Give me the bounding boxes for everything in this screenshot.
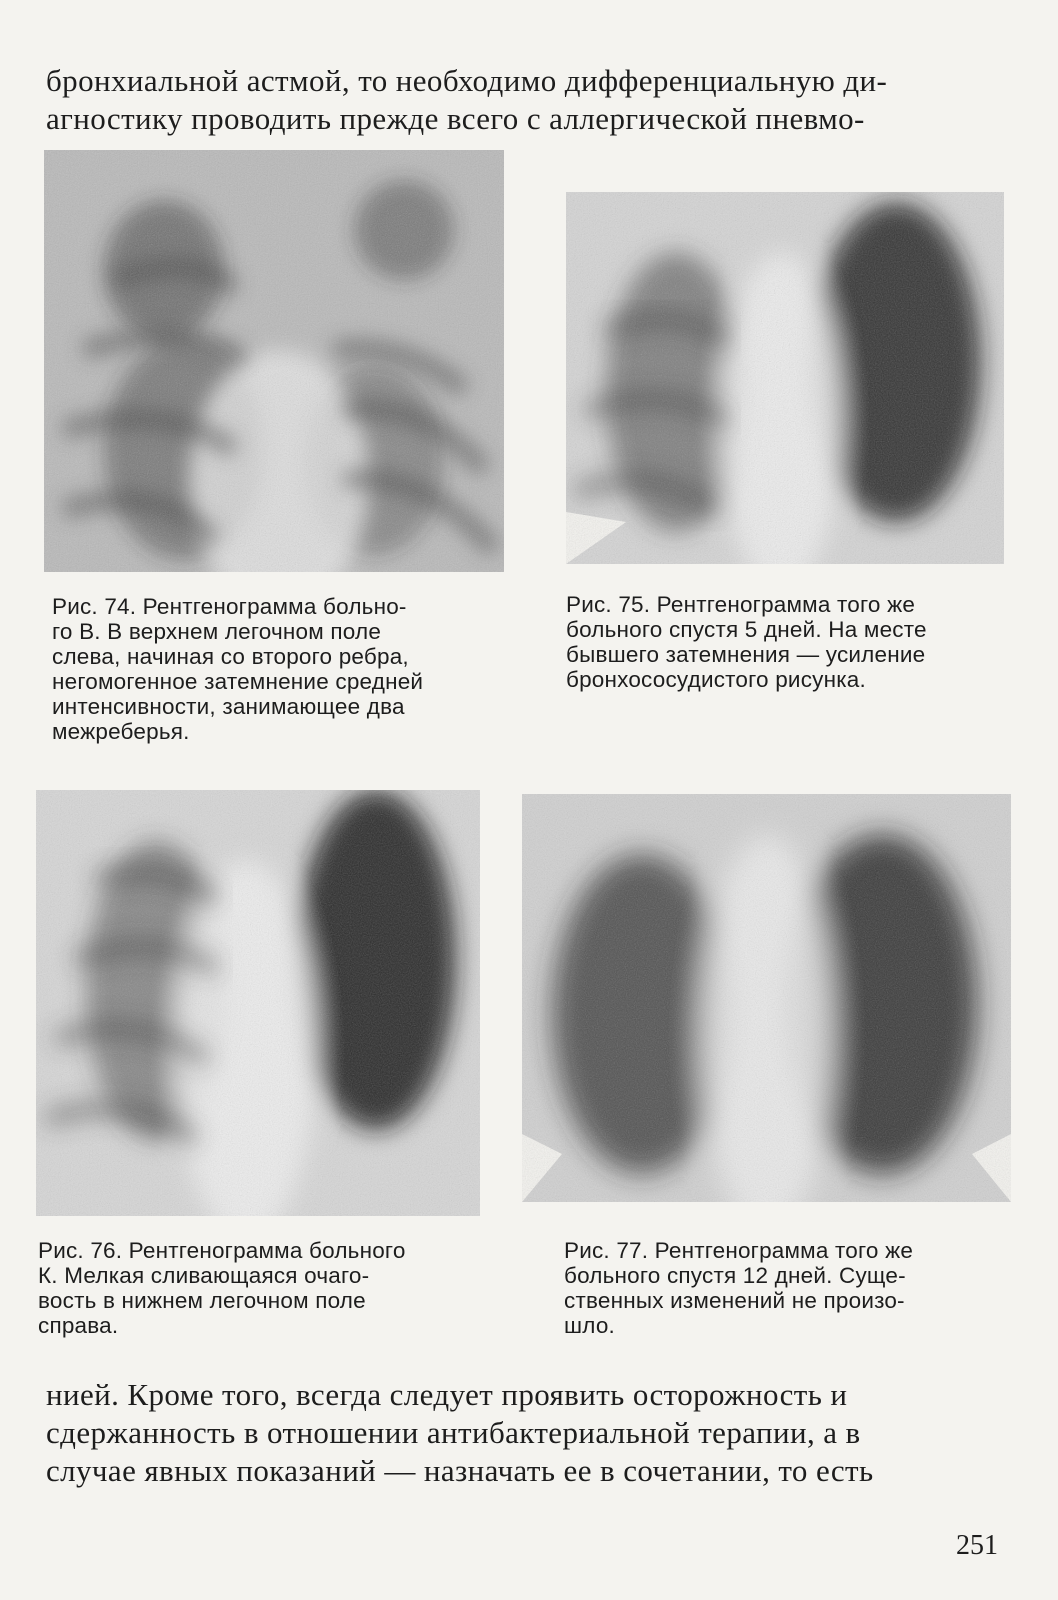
xray-image-fig76 (36, 790, 480, 1216)
paragraph-top (46, 62, 1008, 138)
xray-image-fig75 (566, 192, 1004, 564)
caption-fig74 (52, 594, 500, 744)
caption-line: Рис. 74. Рентгенограмма больно- (52, 594, 407, 619)
caption-line: межреберья. (52, 719, 190, 744)
xray-image-fig74 (44, 150, 504, 572)
text-line: случае явных показаний — назначать ее в сочетании, то есть (46, 1453, 874, 1488)
caption-line: го В. В верхнем легочном поле (52, 619, 382, 644)
caption-line: Рис. 77. Рентгенограмма того же (564, 1238, 914, 1263)
xray-image-fig77 (522, 794, 1011, 1202)
caption-line: Рис. 75. Рентгенограмма того же (566, 592, 916, 617)
caption-fig75 (566, 592, 1006, 692)
page-number: 251 (956, 1530, 998, 1561)
caption-fig77 (564, 1238, 1008, 1338)
text-line: агностику проводить прежде всего с аллергической пневмо- (46, 101, 865, 136)
caption-line: Рис. 76. Рентгенограмма больного (38, 1238, 406, 1263)
caption-line: К. Мелкая сливающаяся очаго- (38, 1263, 370, 1288)
caption-line: ственных изменений не произо- (564, 1288, 905, 1313)
caption-line: слева, начиная со второго ребра, (52, 644, 409, 669)
caption-line: бывшего затемнения — усиление (566, 642, 926, 667)
text-line: бронхиальной астмой, то необходимо дифференциальную ди- (46, 63, 888, 98)
paragraph-bottom (46, 1376, 1008, 1490)
caption-line: вость в нижнем легочном поле (38, 1288, 366, 1313)
text-line: сдержанность в отношении антибактериальной терапии, а в (46, 1415, 861, 1450)
caption-fig76 (38, 1238, 482, 1338)
caption-line: интенсивности, занимающее два (52, 694, 405, 719)
caption-line: бронхососудистого рисунка. (566, 667, 866, 692)
caption-line: справа. (38, 1313, 119, 1338)
caption-line: негомогенное затемнение средней (52, 669, 424, 694)
caption-line: шло. (564, 1313, 615, 1338)
text-line: нией. Кроме того, всегда следует проявить осторожность и (46, 1377, 848, 1412)
caption-line: больного спустя 5 дней. На месте (566, 617, 927, 642)
caption-line: больного спустя 12 дней. Суще- (564, 1263, 906, 1288)
